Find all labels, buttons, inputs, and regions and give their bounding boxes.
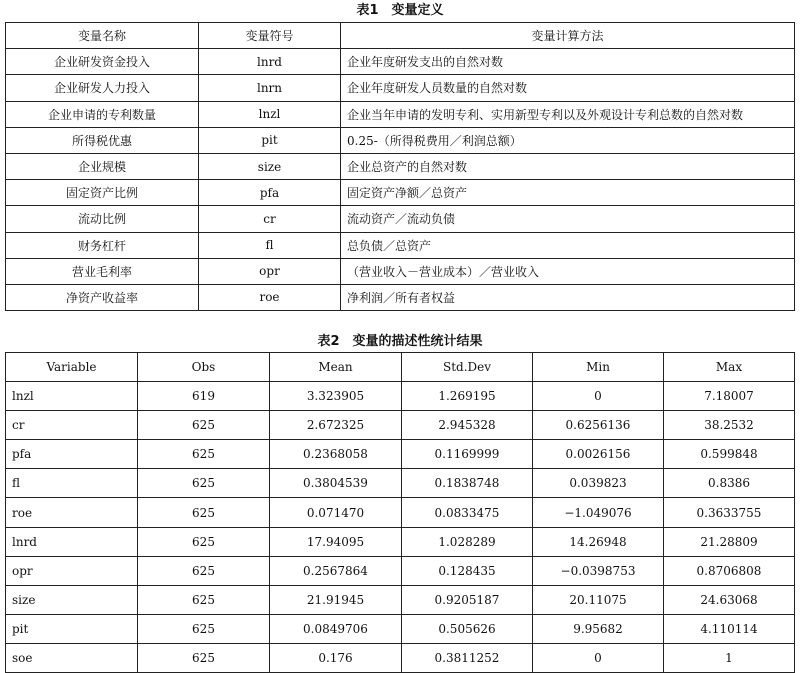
table-cell: 1.028289 — [402, 527, 533, 556]
table-cell: 所得税优惠 — [6, 127, 199, 153]
table-cell: lnrn — [199, 75, 341, 101]
table-cell: 企业年度研发人员数量的自然对数 — [341, 75, 795, 101]
table-cell: 625 — [138, 469, 270, 498]
table-cell: 0.599848 — [664, 440, 795, 469]
column-header: Max — [664, 353, 795, 382]
table-cell: 619 — [138, 382, 270, 411]
table-cell: 企业规模 — [6, 153, 199, 179]
table-cell: 1.269195 — [402, 382, 533, 411]
table-row — [6, 556, 795, 585]
variable-definition-table — [5, 22, 795, 311]
table-row — [6, 527, 795, 556]
table-cell: （营业收入－营业成本）／营业收入 — [341, 258, 795, 284]
table-cell: 625 — [138, 498, 270, 527]
table-row — [6, 180, 795, 206]
table-cell: size — [199, 153, 341, 179]
table-cell: fl — [6, 469, 138, 498]
table-cell: 0.25-（所得税费用／利润总额） — [341, 127, 795, 153]
table-cell: 9.95682 — [533, 614, 664, 643]
table-cell: 流动资产／流动负债 — [341, 206, 795, 232]
table-cell: 0.3633755 — [664, 498, 795, 527]
table-cell: 625 — [138, 411, 270, 440]
table-cell: 0.2567864 — [270, 556, 402, 585]
table-row — [6, 49, 795, 75]
table-cell: 625 — [138, 527, 270, 556]
table-cell: 0.1838748 — [402, 469, 533, 498]
column-header: 变量符号 — [199, 23, 341, 49]
table2-caption: 表2 变量的描述性统计结果 — [317, 334, 483, 349]
table-cell: 0.0849706 — [270, 614, 402, 643]
table-cell: lnzl — [6, 382, 138, 411]
table-cell: −1.049076 — [533, 498, 664, 527]
table-cell: opr — [199, 258, 341, 284]
header-row — [6, 353, 795, 382]
column-header: Mean — [270, 353, 402, 382]
table-cell: cr — [6, 411, 138, 440]
table-cell: 企业研发资金投入 — [6, 49, 199, 75]
table-row — [6, 232, 795, 258]
table-row — [6, 614, 795, 643]
table-cell: 625 — [138, 440, 270, 469]
table-cell: 0.0026156 — [533, 440, 664, 469]
table-cell: roe — [199, 284, 341, 310]
table-cell: 0.1169999 — [402, 440, 533, 469]
table-cell: 38.2532 — [664, 411, 795, 440]
column-header: Min — [533, 353, 664, 382]
table-cell: 0.8706808 — [664, 556, 795, 585]
column-header: 变量计算方法 — [341, 23, 795, 49]
table-cell: 625 — [138, 585, 270, 614]
table-cell: 0.3811252 — [402, 643, 533, 672]
table-row — [6, 382, 795, 411]
table-row — [6, 440, 795, 469]
table1-caption: 表1 变量定义 — [356, 3, 444, 18]
table-cell: lnrd — [199, 49, 341, 75]
table-row — [6, 469, 795, 498]
table-cell: 企业申请的专利数量 — [6, 101, 199, 127]
table-cell: 625 — [138, 614, 270, 643]
table-row — [6, 498, 795, 527]
table-cell: size — [6, 585, 138, 614]
table-cell: pit — [6, 614, 138, 643]
table-cell: pfa — [6, 440, 138, 469]
table-cell: roe — [6, 498, 138, 527]
table-cell: 21.28809 — [664, 527, 795, 556]
table-cell: 0 — [533, 382, 664, 411]
table-cell: 20.11075 — [533, 585, 664, 614]
table-cell: 0.071470 — [270, 498, 402, 527]
table-cell: 0.128435 — [402, 556, 533, 585]
table-row — [6, 585, 795, 614]
table-cell: 21.91945 — [270, 585, 402, 614]
table-cell: −0.0398753 — [533, 556, 664, 585]
table-cell: pit — [199, 127, 341, 153]
table-cell: lnzl — [199, 101, 341, 127]
table-cell: 0.039823 — [533, 469, 664, 498]
table-cell: 0.0833475 — [402, 498, 533, 527]
table-cell: 0.176 — [270, 643, 402, 672]
table-cell: 企业当年申请的发明专利、实用新型专利以及外观设计专利总数的自然对数 — [341, 101, 795, 127]
table-cell: lnrd — [6, 527, 138, 556]
table-row — [6, 411, 795, 440]
table-cell: 财务杠杆 — [6, 232, 199, 258]
table-cell: 625 — [138, 556, 270, 585]
table-cell: opr — [6, 556, 138, 585]
table-cell: 企业年度研发支出的自然对数 — [341, 49, 795, 75]
descriptive-statistics-table — [5, 352, 795, 673]
table-cell: 2.672325 — [270, 411, 402, 440]
column-header: Variable — [6, 353, 138, 382]
table-cell: 净资产收益率 — [6, 284, 199, 310]
table-cell: 0 — [533, 643, 664, 672]
table-row — [6, 127, 795, 153]
table-cell: cr — [199, 206, 341, 232]
table-cell: soe — [6, 643, 138, 672]
table-cell: 0.9205187 — [402, 585, 533, 614]
table-cell: pfa — [199, 180, 341, 206]
table-row — [6, 258, 795, 284]
table-row — [6, 153, 795, 179]
table-cell: 总负债／总资产 — [341, 232, 795, 258]
table-cell: 2.945328 — [402, 411, 533, 440]
column-header: Obs — [138, 353, 270, 382]
table-cell: 固定资产净额／总资产 — [341, 180, 795, 206]
table-row — [6, 101, 795, 127]
table-cell: 企业总资产的自然对数 — [341, 153, 795, 179]
table-row — [6, 75, 795, 101]
table-cell: 1 — [664, 643, 795, 672]
table-cell: 17.94095 — [270, 527, 402, 556]
table-cell: fl — [199, 232, 341, 258]
table-cell: 企业研发人力投入 — [6, 75, 199, 101]
table-cell: 0.2368058 — [270, 440, 402, 469]
table-row — [6, 284, 795, 310]
header-row — [6, 23, 795, 49]
table-cell: 24.63068 — [664, 585, 795, 614]
table-cell: 固定资产比例 — [6, 180, 199, 206]
table-cell: 0.6256136 — [533, 411, 664, 440]
column-header: 变量名称 — [6, 23, 199, 49]
table-cell: 0.3804539 — [270, 469, 402, 498]
table-row — [6, 206, 795, 232]
table-cell: 净利润／所有者权益 — [341, 284, 795, 310]
column-header: Std.Dev — [402, 353, 533, 382]
table-cell: 0.505626 — [402, 614, 533, 643]
table-cell: 625 — [138, 643, 270, 672]
table-cell: 0.8386 — [664, 469, 795, 498]
table-cell: 7.18007 — [664, 382, 795, 411]
table-cell: 营业毛利率 — [6, 258, 199, 284]
table-cell: 14.26948 — [533, 527, 664, 556]
table-cell: 流动比例 — [6, 206, 199, 232]
table-cell: 3.323905 — [270, 382, 402, 411]
table-cell: 4.110114 — [664, 614, 795, 643]
